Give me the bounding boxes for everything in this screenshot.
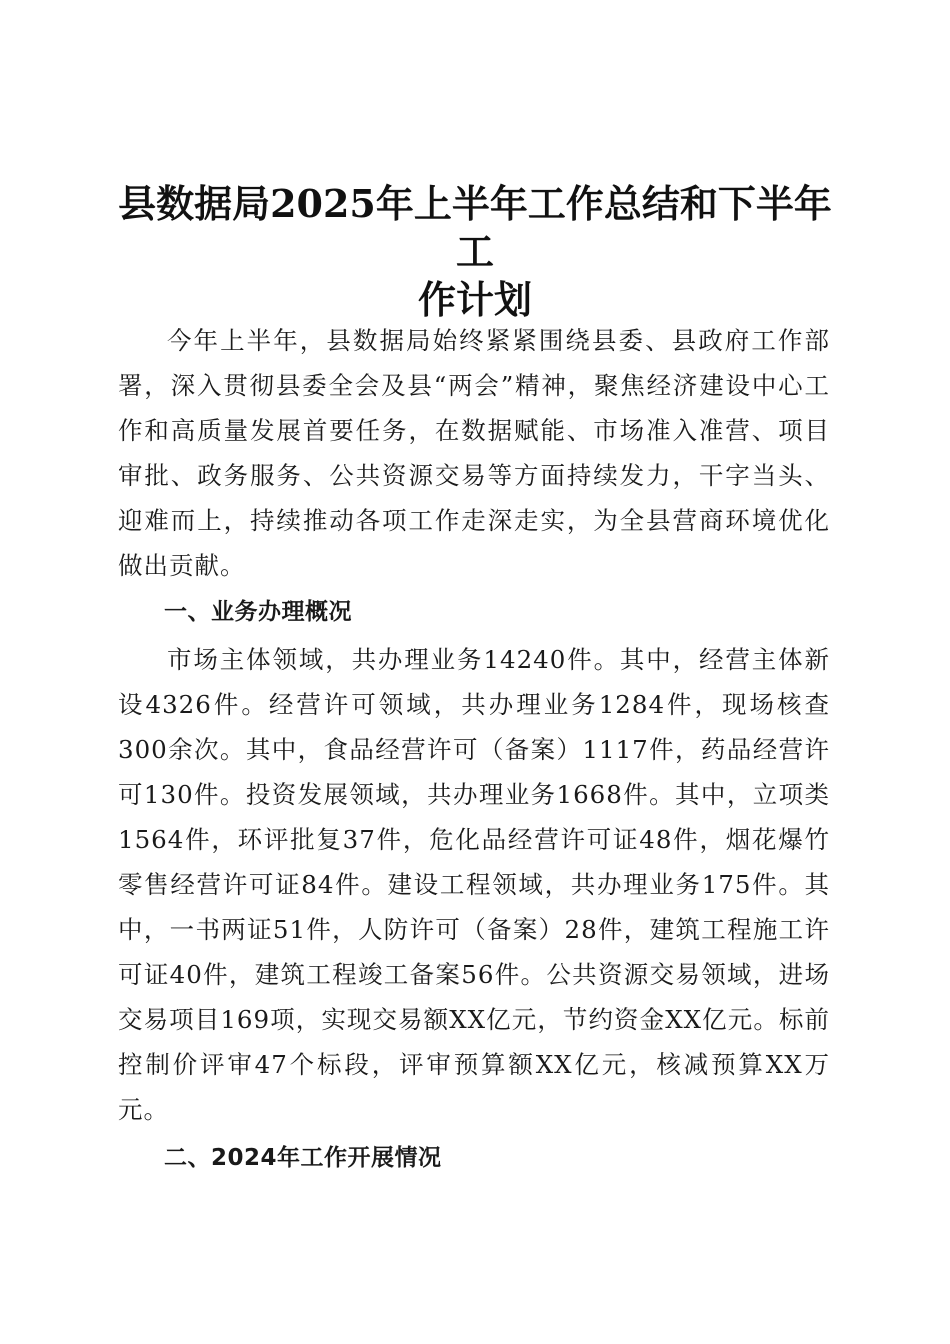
title-line-1: 县数据局2025年上半年工作总结和下半年工 (118, 181, 832, 274)
section-2-heading: 二、2024年工作开展情况 (164, 1145, 442, 1171)
title-line-2: 作计划 (417, 277, 532, 322)
intro-paragraph: 今年上半年，县数据局始终紧紧围绕县委、县政府工作部署，深入贯彻县委全会及县“两会”精神，聚焦经济建设中心工作和高质量发展首要任务，在数据赋能、市场准入准营、项目审批、政务服务、公共资源交易等方面持续发力，干字当头、迎难而上，持续推动各项工作走深走实，为全县营商环境优化做出贡献。 (118, 326, 830, 580)
document-title (100, 180, 850, 324)
section-1-heading: 一、业务办理概况 (164, 599, 352, 625)
section-1-paragraph: 市场主体领域，共办理业务14240件。其中，经营主体新设4326件。经营许可领域，共办理业务1284件，现场核查300余次。其中，食品经营许可（备案）1117件，药品经营许可130件。投资发展领域，共办理业务1668件。其中，立项类1564件，环评批复37件，危化品经营许可证48件，烟花爆竹零售经营许可证84件。建设工程领域，共办理业务175件。其中，一书两证51件，人防许可（备案）28件，建筑工程施工许可证40件，建筑工程竣工备案56件。公共资源交易领域，进场交易项目169项，实现交易额XX亿元，节约资金XX亿元。标前控制价评审47个标段，评审预算额XX亿元，核减预算XX万元。 (118, 645, 830, 1124)
document-body (118, 318, 830, 1181)
